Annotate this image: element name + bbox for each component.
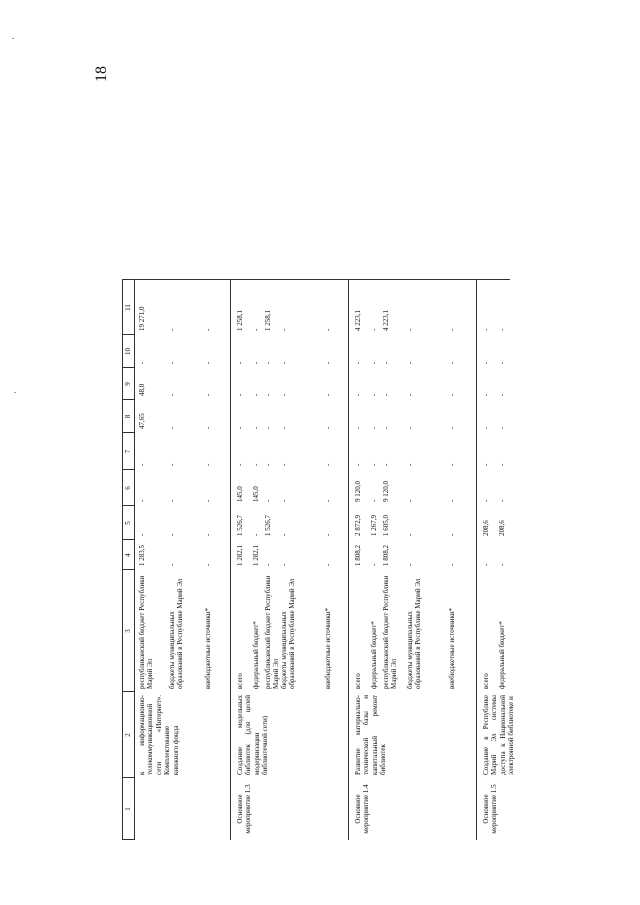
budget-value: - (264, 426, 272, 429)
budget-value: 1 282,1 (252, 545, 260, 566)
funding-source-label: всего (354, 673, 362, 689)
budget-value: - (204, 426, 212, 429)
budget-value: - (370, 563, 378, 566)
budget-value: 47,65 (138, 413, 146, 429)
budget-value: 9 120,0 (354, 481, 362, 502)
budget-value: - (168, 499, 176, 502)
budget-value: - (264, 393, 272, 396)
budget-value: - (168, 393, 176, 396)
budget-value: - (370, 328, 378, 331)
budget-value: 145,0 (236, 486, 244, 502)
budget-value: - (236, 463, 244, 466)
funding-source-label: федеральный бюджет* (252, 621, 260, 689)
budget-value: - (168, 533, 176, 536)
budget-value: - (280, 393, 288, 396)
scan-artifact (12, 38, 14, 39)
activity-name: Основное мероприятие 1.5 (482, 784, 499, 834)
budget-value: - (280, 463, 288, 466)
funding-source-label: бюджеты муниципальных образований в Республике Марий Эл (168, 578, 185, 689)
budget-value: - (406, 463, 414, 466)
funding-source-label: республиканский бюджет Республики Марий Эл (264, 575, 281, 689)
budget-value: - (264, 563, 272, 566)
budget-value: - (204, 463, 212, 466)
budget-value: - (406, 563, 414, 566)
budget-value: - (498, 393, 506, 396)
budget-value: - (448, 499, 456, 502)
budget-value: - (324, 393, 332, 396)
budget-value: - (138, 463, 146, 466)
activity-description: Создание в Республике Марий Эл системы доступа к Национальной электронной библиотеке и (482, 695, 516, 775)
budget-value: - (498, 463, 506, 466)
column-number-9: 9 (124, 382, 132, 386)
budget-value: - (382, 361, 390, 364)
budget-value: - (406, 499, 414, 502)
budget-value: - (324, 361, 332, 364)
funding-source-label: всего (236, 673, 244, 689)
table-right-border (122, 279, 510, 280)
budget-value: - (324, 499, 332, 502)
budget-value: - (280, 533, 288, 536)
budget-value: - (406, 361, 414, 364)
budget-value: - (264, 361, 272, 364)
funding-source-label: республиканский бюджет Республики Марий Эл (138, 575, 155, 689)
funding-source-label: федеральный бюджет* (370, 621, 378, 689)
budget-value: - (252, 463, 260, 466)
budget-value: - (138, 533, 146, 536)
budget-value: - (252, 533, 260, 536)
budget-value: - (406, 426, 414, 429)
budget-value: - (382, 426, 390, 429)
budget-value: - (354, 393, 362, 396)
budget-value: - (448, 328, 456, 331)
activity-name: Основное мероприятие 1.3 (236, 784, 253, 834)
budget-value: - (482, 361, 490, 364)
budget-value: - (204, 361, 212, 364)
column-number-6: 6 (124, 486, 132, 490)
row-divider (230, 280, 231, 840)
budget-value: 145,0 (252, 486, 260, 502)
budget-value: - (482, 426, 490, 429)
budget-value: - (168, 463, 176, 466)
funding-source-label: внебюджетные источники* (204, 607, 212, 689)
column-number-2: 2 (124, 733, 132, 737)
budget-value: - (252, 426, 260, 429)
budget-value: - (252, 328, 260, 331)
column-number-4: 4 (124, 553, 132, 557)
budget-value: - (482, 463, 490, 466)
budget-value: - (498, 361, 506, 364)
budget-value: 19 271,0 (138, 306, 146, 331)
column-number-7: 7 (124, 449, 132, 454)
budget-value: - (482, 499, 490, 502)
budget-value: - (370, 499, 378, 502)
budget-value: - (448, 463, 456, 466)
budget-value: - (280, 563, 288, 566)
budget-value: - (354, 426, 362, 429)
budget-value: - (498, 328, 506, 331)
budget-value: - (252, 393, 260, 396)
budget-value: - (382, 463, 390, 466)
budget-value: 208,6 (482, 520, 490, 536)
budget-value: - (168, 361, 176, 364)
column-number-1: 1 (124, 807, 132, 811)
funding-source-label: всего (482, 673, 490, 689)
budget-value: - (280, 361, 288, 364)
table-top-border (122, 280, 123, 840)
budget-value: - (324, 328, 332, 331)
budget-value: - (448, 393, 456, 396)
budget-value: - (204, 533, 212, 536)
budget-value: - (406, 328, 414, 331)
budget-value: 1 283,5 (138, 545, 146, 566)
funding-source-label: внебюджетные источники* (448, 607, 456, 689)
budget-value: - (280, 328, 288, 331)
budget-value: - (236, 393, 244, 396)
budget-value: 1 267,9 (370, 515, 378, 536)
column-number-10: 10 (124, 348, 132, 355)
funding-source-label: внебюджетные источники* (324, 607, 332, 689)
funding-source-label: федеральный бюджет* (498, 621, 506, 689)
budget-value: - (482, 393, 490, 396)
funding-source-label: бюджеты муниципальных образований в Республике Марий Эл (406, 578, 423, 689)
budget-value: - (324, 563, 332, 566)
budget-value: - (168, 328, 176, 331)
page-number: 18 (93, 66, 110, 82)
budget-value: - (370, 393, 378, 396)
budget-value: - (324, 533, 332, 536)
budget-value: - (354, 463, 362, 466)
header-bottom-border (134, 280, 135, 840)
budget-value: 1 808,2 (382, 545, 390, 566)
budget-value: - (204, 393, 212, 396)
budget-value: - (204, 328, 212, 331)
scan-artifact (14, 392, 16, 393)
column-number-8: 8 (124, 414, 132, 419)
budget-value: - (204, 563, 212, 566)
budget-value: - (252, 361, 260, 364)
budget-value: 4 223,1 (382, 310, 390, 331)
budget-value: - (498, 499, 506, 502)
budget-value: - (204, 499, 212, 502)
budget-value: 2 872,9 (354, 515, 362, 536)
budget-value: - (236, 361, 244, 364)
column-number-3: 3 (124, 629, 132, 633)
budget-value: - (324, 463, 332, 466)
budget-value: 48,0 (138, 383, 146, 396)
budget-value: - (168, 426, 176, 429)
budget-value: - (280, 499, 288, 502)
budget-table (112, 60, 526, 840)
budget-value: 1 258,1 (264, 310, 272, 331)
budget-value: - (324, 426, 332, 429)
budget-value: - (138, 499, 146, 502)
budget-value: 1 526,7 (236, 515, 244, 536)
budget-value: - (264, 463, 272, 466)
continuation-description: к информационно-телекоммуникационной сети «Интернет». Комплектование книжного фонда (138, 695, 180, 775)
budget-value: - (448, 426, 456, 429)
budget-value: - (138, 361, 146, 364)
activity-description: Создание модельных библиотек (для целей модернизации библиотечной сети) (236, 695, 270, 775)
budget-value: 1 808,2 (354, 545, 362, 566)
funding-source-label: бюджеты муниципальных образований в Республике Марий Эл (280, 578, 297, 689)
budget-value: - (280, 426, 288, 429)
budget-value: - (482, 563, 490, 566)
budget-value: - (370, 463, 378, 466)
budget-value: - (264, 499, 272, 502)
budget-value: - (448, 533, 456, 536)
activity-description: Развитие материально-технической базы и капитальный ремонт библиотек (354, 695, 388, 775)
budget-value: - (498, 426, 506, 429)
row-divider (348, 280, 349, 840)
budget-value: 1 258,1 (236, 310, 244, 331)
budget-value: 1 526,7 (264, 515, 272, 536)
budget-value: - (448, 563, 456, 566)
budget-value: 4 223,1 (354, 310, 362, 331)
row-divider (476, 280, 477, 840)
budget-value: 1 605,0 (382, 515, 390, 536)
budget-value: - (168, 563, 176, 566)
budget-value: - (382, 393, 390, 396)
budget-value: 9 120,0 (382, 481, 390, 502)
budget-value: - (370, 426, 378, 429)
activity-name: Основное мероприятие 1.4 (354, 784, 371, 834)
budget-value: - (482, 328, 490, 331)
budget-value: - (406, 393, 414, 396)
funding-source-label: республиканский бюджет Республики Марий Эл (382, 575, 399, 689)
budget-value: - (354, 361, 362, 364)
budget-value: - (448, 361, 456, 364)
column-number-5: 5 (124, 521, 132, 525)
budget-value: - (498, 563, 506, 566)
budget-value: - (406, 533, 414, 536)
column-number-11: 11 (124, 304, 132, 311)
budget-value: - (370, 361, 378, 364)
budget-value: 1 282,1 (236, 545, 244, 566)
budget-value: 208,6 (498, 520, 506, 536)
budget-value: - (236, 426, 244, 429)
